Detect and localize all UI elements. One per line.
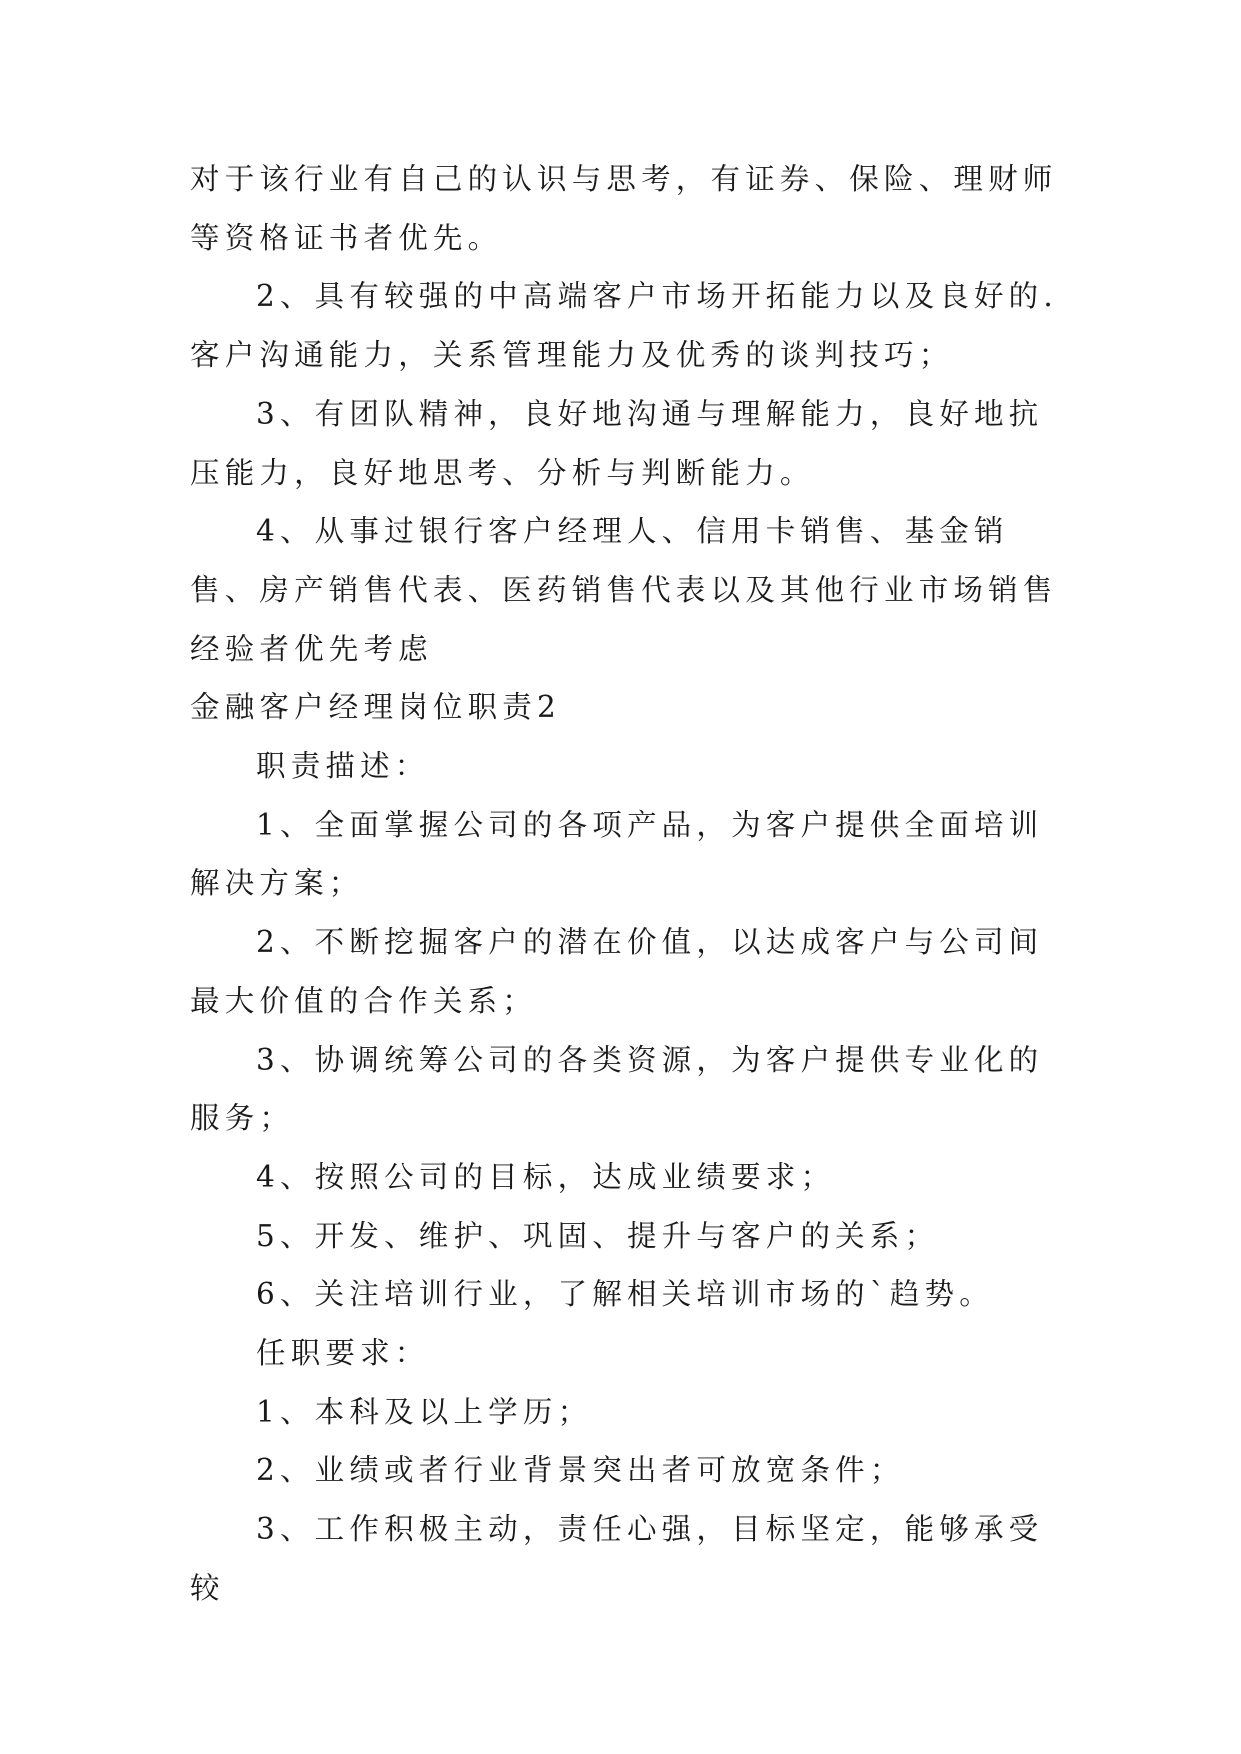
paragraph: 4、从事过银行客户经理人、信用卡销售、基金销售、房产销售代表、医药销售代表以及其他行业市场销售经验者优先考虑: [190, 514, 1058, 666]
list-item: 2、业绩或者行业背景突出者可放宽条件；: [256, 1453, 905, 1488]
list-item: 4、按照公司的目标，达成业绩要求；: [256, 1159, 836, 1194]
list-item: 5、开发、维护、巩固、提升与客户的关系；: [256, 1218, 940, 1253]
document-page: [190, 150, 1060, 1618]
subheading: 职责描述：: [256, 749, 430, 784]
list-item: 3、协调统筹公司的各类资源，为客户提供专业化的服务；: [190, 1042, 1044, 1136]
paragraph: 2、具有较强的中高端客户市场开拓能力以及良好的.客户沟通能力，关系管理能力及优秀的谈判技巧；: [190, 279, 1058, 373]
list-item: 3、工作积极主动，责任心强，目标坚定，能够承受较: [190, 1512, 1044, 1605]
paragraph: 对于该行业有自己的认识与思考，有证券、保险、理财师等资格证书者优先。: [190, 162, 1058, 255]
subheading: 任职要求：: [256, 1336, 430, 1371]
list-item: 6、关注培训行业，了解相关培训市场的`趋势。: [256, 1277, 994, 1312]
list-item: 1、本科及以上学历；: [256, 1394, 593, 1429]
list-item: 1、全面掌握公司的各项产品，为客户提供全面培训解决方案；: [190, 807, 1044, 901]
section-heading: 金融客户经理岗位职责2: [190, 690, 561, 725]
list-item: 2、不断挖掘客户的潜在价值，以达成客户与公司间最大价值的合作关系；: [190, 925, 1044, 1018]
paragraph: 3、有团队精神，良好地沟通与理解能力，良好地抗压能力，良好地思考、分析与判断能力。: [190, 396, 1044, 490]
